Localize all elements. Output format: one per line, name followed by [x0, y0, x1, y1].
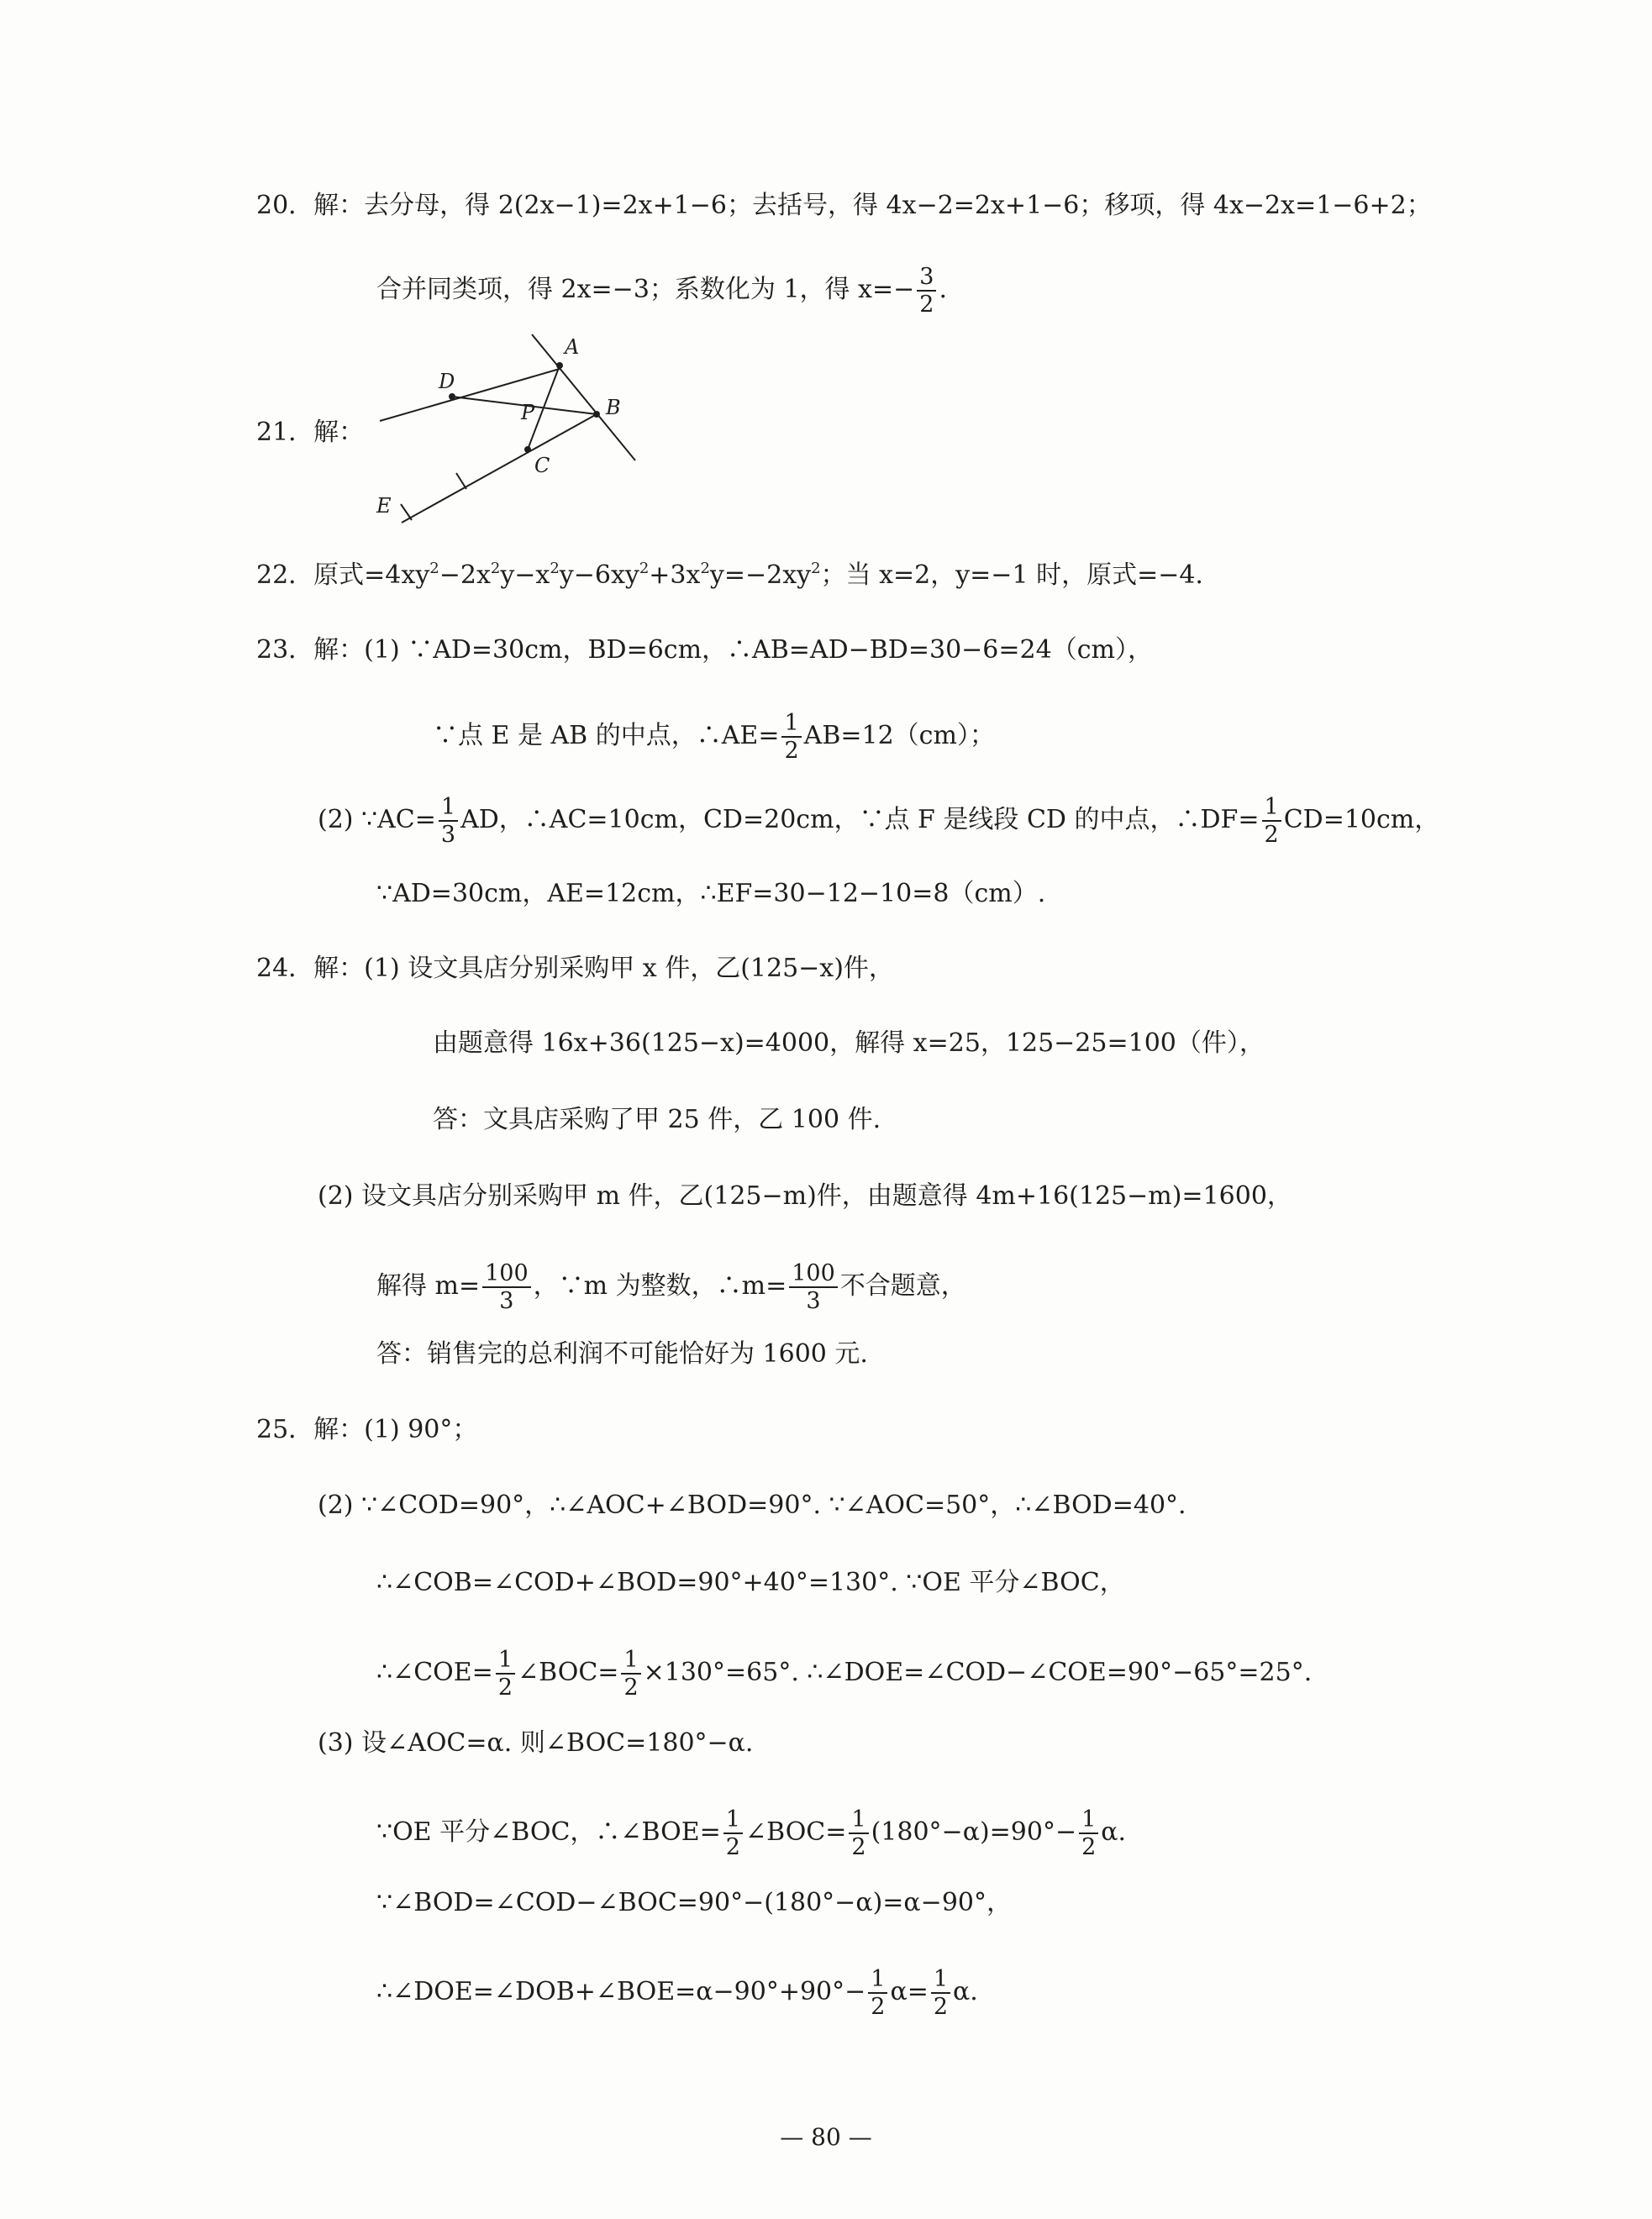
fraction: $\frac{1}{2}$	[868, 1966, 887, 2020]
q23-line-4: ∵AD=30cm，AE=12cm，∴EF=30−12−10=8（cm）.	[376, 879, 1046, 908]
fraction: $\frac{1}{2}$	[849, 1806, 868, 1860]
label-e: E	[376, 494, 392, 518]
q23-line-3: (2) ∵AC= $\frac{1}{3}$ AD，∴AC=10cm，CD=20cm，∵点 F 是线段 CD 的中点，∴DF= $\frac{1}{2}$ CD=10cm，	[318, 794, 1440, 849]
fraction: $\frac{100}{3}$	[789, 1260, 838, 1314]
q25-line-2: (2) ∵∠COD=90°，∴∠AOC+∠BOD=90°. ∵∠AOC=50°，∴∠BOD=40°.	[318, 1491, 1186, 1520]
point-b	[593, 411, 600, 418]
q24-line-4: (2) 设文具店分别采购甲 m 件，乙(125−m)件，由题意得 4m+16(125−m)=1600，	[318, 1181, 1292, 1211]
point-a	[556, 362, 563, 369]
fraction: $\frac{1}{2}$	[723, 1806, 743, 1860]
q24-line-5: 解得 m= $\frac{100}{3}$ ，∵m 为整数，∴m= $\frac{100}{3}$ 不合题意，	[376, 1260, 966, 1315]
tick-mark-2	[456, 473, 466, 489]
q20-line-1: 20．解：去分母，得 2(2x−1)=2x+1−6；去括号，得 4x−2=2x+1−6；移项，得 4x−2x=1−6+2；	[256, 191, 1432, 220]
q23-line-1: 23．解：(1) ∵AD=30cm，BD=6cm，∴AB=AD−BD=30−6=24（cm），	[256, 635, 1153, 665]
q25-line-5: (3) 设∠AOC=α. 则∠BOC=180°−α.	[318, 1728, 754, 1758]
q25-line-7: ∵∠BOD=∠COD−∠BOC=90°−(180°−α)=α−90°，	[376, 1888, 1012, 1917]
geometry-figure	[370, 328, 647, 529]
q20-line-2: 合并同类项，得 2x=−3；系数化为 1，得 x=− $\frac{3}{2}$ .	[376, 264, 947, 318]
fraction: $\frac{1}{2}$	[781, 710, 801, 764]
q25-line-6: ∵OE 平分∠BOC，∴∠BOE= $\frac{1}{2}$ ∠BOC= $\frac{1}{2}$ (180°−α)=90°− $\frac{1}{2}$ α.	[376, 1806, 1127, 1861]
label-b: B	[606, 396, 621, 419]
fraction: $\frac{100}{3}$	[482, 1260, 531, 1314]
q25-line-1: 25．解：(1) 90°；	[256, 1415, 478, 1444]
point-c	[524, 446, 531, 453]
fraction: $\frac{1}{2}$	[1262, 794, 1281, 848]
q24-line-6: 答：销售完的总利润不可能恰好为 1600 元.	[376, 1339, 868, 1369]
fraction: $\frac{1}{2}$	[621, 1647, 640, 1701]
q20-text: 合并同类项，得 2x=−3；系数化为 1，得 x=−	[376, 275, 915, 305]
label-a: A	[565, 335, 580, 359]
fraction: $\frac{3}{2}$	[917, 264, 936, 318]
ray-ec	[402, 414, 597, 523]
q24-line-2: 由题意得 16x+36(125−x)=4000，解得 x=25，125−25=100（件），	[433, 1028, 1265, 1058]
fraction: $\frac{1}{2}$	[496, 1647, 515, 1701]
q22-line: 22．原式$=4xy^2-2x^2y-x^2y-6xy^2+3x^2y=-2xy^2$；当 x=2，y=−1 时，原式=−4.	[256, 560, 1203, 590]
fraction: $\frac{1}{2}$	[1079, 1806, 1098, 1860]
q25-line-4: ∴∠COE= $\frac{1}{2}$ ∠BOC= $\frac{1}{2}$ ×130°=65°. ∴∠DOE=∠COD−∠COE=90°−65°=25°.	[376, 1647, 1313, 1701]
q24-line-1: 24．解：(1) 设文具店分别采购甲 x 件，乙(125−x)件，	[256, 954, 894, 983]
fraction: $\frac{1}{3}$	[439, 794, 458, 848]
q25-line-3: ∴∠COB=∠COD+∠BOD=90°+40°=130°. ∵OE 平分∠BOC，	[376, 1568, 1125, 1597]
label-p: P	[521, 401, 535, 424]
q24-line-3: 答：文具店采购了甲 25 件，乙 100 件.	[433, 1105, 881, 1134]
page-number: — 80 —	[780, 2123, 872, 2151]
q21-label: 21．解：	[256, 418, 365, 447]
label-d: D	[439, 370, 455, 393]
label-c: C	[534, 454, 550, 477]
point-d	[449, 393, 455, 400]
q23-line-2: ∵点 E 是 AB 的中点，∴AE= $\frac{1}{2}$ AB=12（cm）；	[433, 710, 995, 765]
fraction: $\frac{1}{2}$	[931, 1966, 950, 2020]
q25-line-8: ∴∠DOE=∠DOB+∠BOE=α−90°+90°− $\frac{1}{2}$ α= $\frac{1}{2}$ α.	[376, 1966, 978, 2021]
tick-mark-1	[401, 504, 412, 520]
